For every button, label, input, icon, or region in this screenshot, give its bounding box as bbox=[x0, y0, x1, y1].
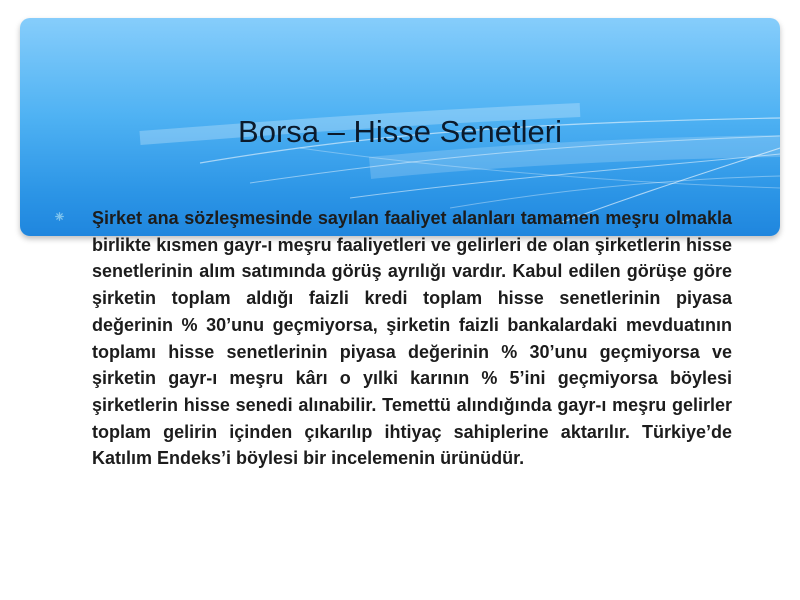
slide-title: Borsa – Hisse Senetleri bbox=[238, 114, 562, 149]
bullet-paragraph: Şirket ana sözleşmesinde sayılan faaliyet alanları tamamen meşru olmakla birlikte kısmen gayr-ı meşru faaliyetleri ve gelirleri de olan şirketlerin hisse senetlerinin alım satımında görüş ayrılığı vardır. Kabul edilen görüşe göre şirketin toplam aldığı faizli kredi toplam hisse senetlerinin piyasa değerinin % 30’unu geçmiyorsa, şirketin faizli bankalardaki mevduatının toplamı hisse senetlerinin piyasa değerinin % 30’unu geçmiyorsa ve şirketin gayr-ı meşru kârı o yılki karının % 5’ini geçmiyorsa böylesi şirketlerin hisse senedi alınabilir. Temettü alındığında gayr-ı meşru gelirler toplam gelirin içinden çıkarılıp ihtiyaç sahiplerine aktarılır. Türkiye’de Katılım Endeks’i böylesi bir incelemenin ürünüdür. bbox=[92, 208, 732, 469]
star-bullet-icon bbox=[55, 212, 64, 221]
slide-content bbox=[64, 205, 732, 472]
